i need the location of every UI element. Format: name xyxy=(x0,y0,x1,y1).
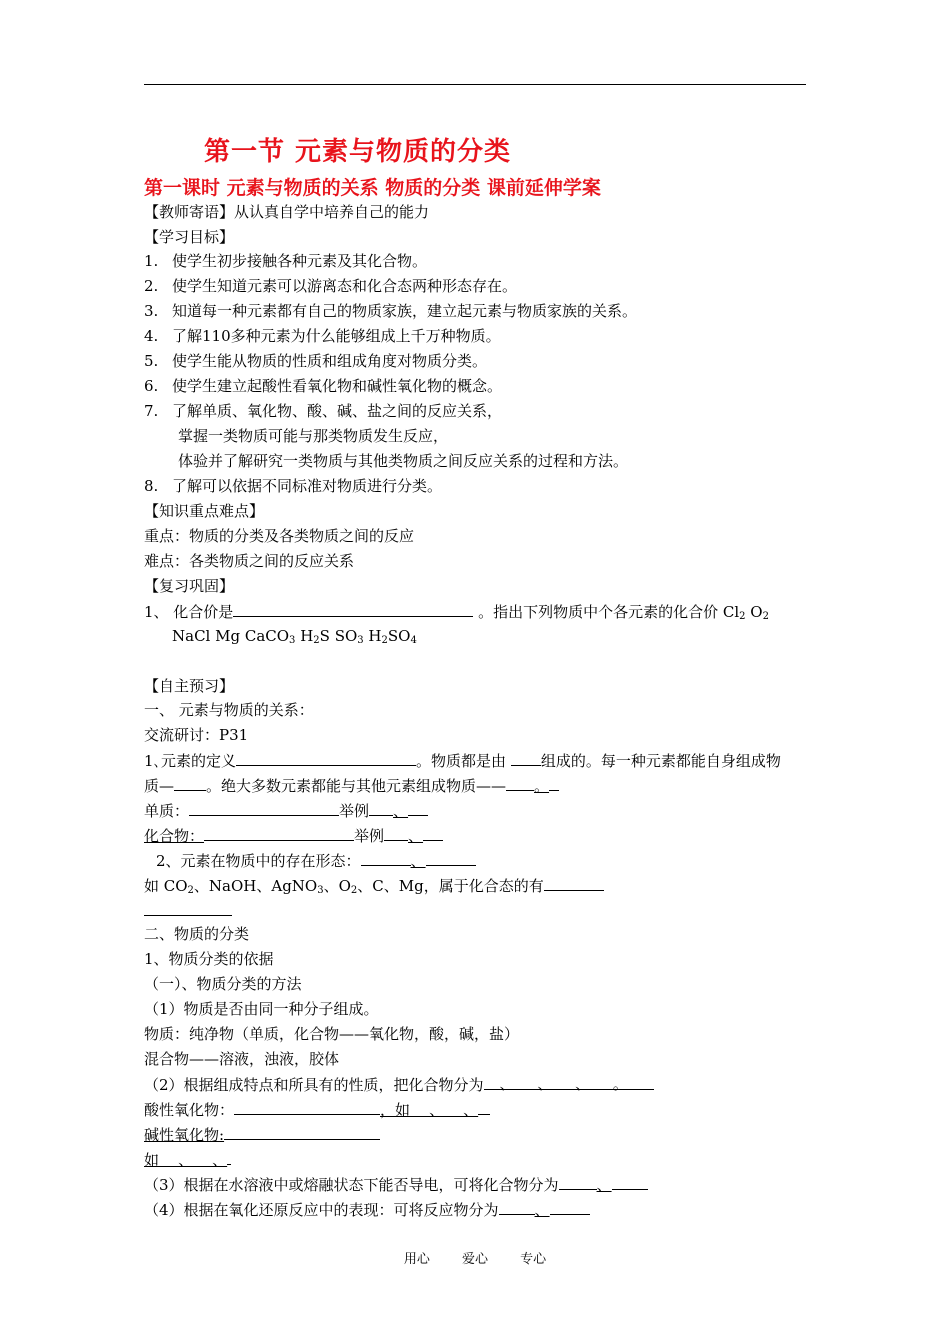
compound-line: 化合物： 举例 、 xyxy=(144,825,443,846)
header-rule xyxy=(144,84,806,85)
basic-oxide-examples: 如 、 、 xyxy=(144,1149,231,1170)
section-title: 一、 元素与物质的关系： xyxy=(144,701,314,719)
footer-text: 专心 xyxy=(520,1252,547,1267)
review-heading: 【复习巩固】 xyxy=(144,577,235,595)
footer-text: 爱心 xyxy=(461,1252,488,1267)
answer-blank[interactable] xyxy=(369,800,393,816)
goal-item: 8. 了解可以依据不同标准对物质进行分类。 xyxy=(144,477,443,495)
answer-blank[interactable] xyxy=(361,850,411,866)
goal-item: 4. 了解110多种元素为什么能够组成上千万种物质。 xyxy=(144,327,501,345)
mixture-line: 混合物——溶液，浊液，胶体 xyxy=(144,1050,340,1068)
classification-basis: 1、物质分类的依据 xyxy=(144,950,274,968)
exchange-line: 交流研讨：P31 xyxy=(144,726,249,744)
key-point: 重点：物质的分类及各类物质之间的反应 xyxy=(144,527,415,545)
page-footer xyxy=(0,1248,950,1267)
element-definition-question-cont: 质— 。绝大多数元素都能与其他元素组成物质—— 。 xyxy=(144,775,559,796)
preview-heading: 【自主预习】 xyxy=(144,677,235,695)
answer-blank[interactable] xyxy=(612,1174,648,1190)
answer-blank[interactable] xyxy=(204,825,354,841)
answer-blank[interactable] xyxy=(236,750,416,766)
goal-continuation: 掌握一类物质可能与那类物质发生反应， xyxy=(178,427,449,445)
method-1: （1）物质是否由同一种分子组成。 xyxy=(144,1000,379,1018)
method-3: （3）根据在水溶液中或熔融状态下能否导电，可将化合物分为 、 xyxy=(144,1174,648,1195)
answer-blank[interactable] xyxy=(408,800,428,816)
answer-blank[interactable] xyxy=(144,900,232,916)
goals-heading: 【学习目标】 xyxy=(144,228,235,246)
acidic-oxide-line: 酸性氧化物： ，如 、 、 xyxy=(144,1099,490,1120)
goal-item: 7. 了解单质、氧化物、酸、碱、盐之间的反应关系， xyxy=(144,402,503,420)
pure-substance-line: 物质：纯净物（单质，化合物——氧化物，酸，碱，盐） xyxy=(144,1025,520,1043)
goal-item: 1. 使学生初步接触各种元素及其化合物。 xyxy=(144,252,428,270)
compound-state-question: 如 $CO_2$、NaOH、AgNO$_3$、$O_2$、C、Mg，属于化合态的有 xyxy=(144,875,604,901)
simple-substance-line: 单质： 举例 、 xyxy=(144,800,428,821)
answer-blank[interactable] xyxy=(550,1199,590,1215)
goal-item: 3. 知道每一种元素都有自己的物质家族，建立起元素与物质家族的关系。 xyxy=(144,302,638,320)
goal-item: 2. 使学生知道元素可以游离态和化合态两种形态存在。 xyxy=(144,277,518,295)
page-subtitle: 第一课时 元素与物质的关系 物质的分类 课前延伸学案 xyxy=(144,177,601,199)
method-4: （4）根据在氧化还原反应中的表现：可将反应物分为 、 xyxy=(144,1199,590,1220)
answer-blank[interactable] xyxy=(234,1099,380,1115)
answer-blank[interactable] xyxy=(499,1199,535,1215)
answer-blank[interactable] xyxy=(544,875,604,891)
answer-blank[interactable] xyxy=(426,850,476,866)
goal-continuation: 体验并了解研究一类物质与其他类物质之间反应关系的过程和方法。 xyxy=(178,452,629,470)
page-title: 第一节 元素与物质的分类 xyxy=(204,137,512,167)
answer-blank[interactable] xyxy=(189,800,339,816)
review-question: 1、 化合价是 。指出下列物质中个各元素的化合价 $Cl_2$ $O_2$ xyxy=(144,603,769,622)
answer-blank[interactable] xyxy=(559,1174,597,1190)
goal-item: 6. 使学生建立起酸性看氧化物和碱性氧化物的概念。 xyxy=(144,377,503,395)
section-title: 二、物质的分类 xyxy=(144,925,250,943)
classification-method: （一）、物质分类的方法 xyxy=(144,975,302,993)
answer-blank[interactable] xyxy=(233,601,473,617)
footer-text: 用心 xyxy=(403,1252,430,1267)
basic-oxide-line: 碱性氧化物: xyxy=(144,1124,380,1145)
key-heading: 【知识重点难点】 xyxy=(144,502,265,520)
review-formulas: NaCl Mg CaCO$_3$ $H_2S$ $SO_3$ $H_2SO_4$ xyxy=(172,627,417,646)
teacher-note: 【教师寄语】从认真自学中培养自己的能力 xyxy=(144,203,430,221)
answer-blank[interactable] xyxy=(506,775,534,791)
answer-blank[interactable] xyxy=(174,775,206,791)
existence-form-question: 2、元素在物质中的存在形态： 、 xyxy=(156,850,476,871)
element-definition-question: 1､元素的定义 。物质都是由 组成的。每一种元素都能自身组成物 xyxy=(144,752,781,770)
method-2: （2）根据组成特点和所具有的性质，把化合物分为 、 、 、 。 xyxy=(144,1074,654,1095)
answer-blank[interactable] xyxy=(224,1124,380,1140)
answer-blank[interactable] xyxy=(511,750,541,766)
answer-blank[interactable] xyxy=(384,825,408,841)
answer-blank-continuation xyxy=(144,900,232,921)
goal-item: 5. 使学生能从物质的性质和组成角度对物质分类。 xyxy=(144,352,488,370)
answer-blank[interactable] xyxy=(423,825,443,841)
difficult-point: 难点：各类物质之间的反应关系 xyxy=(144,552,355,570)
answer-blank[interactable]: 、 、 、 。 xyxy=(484,1074,654,1090)
